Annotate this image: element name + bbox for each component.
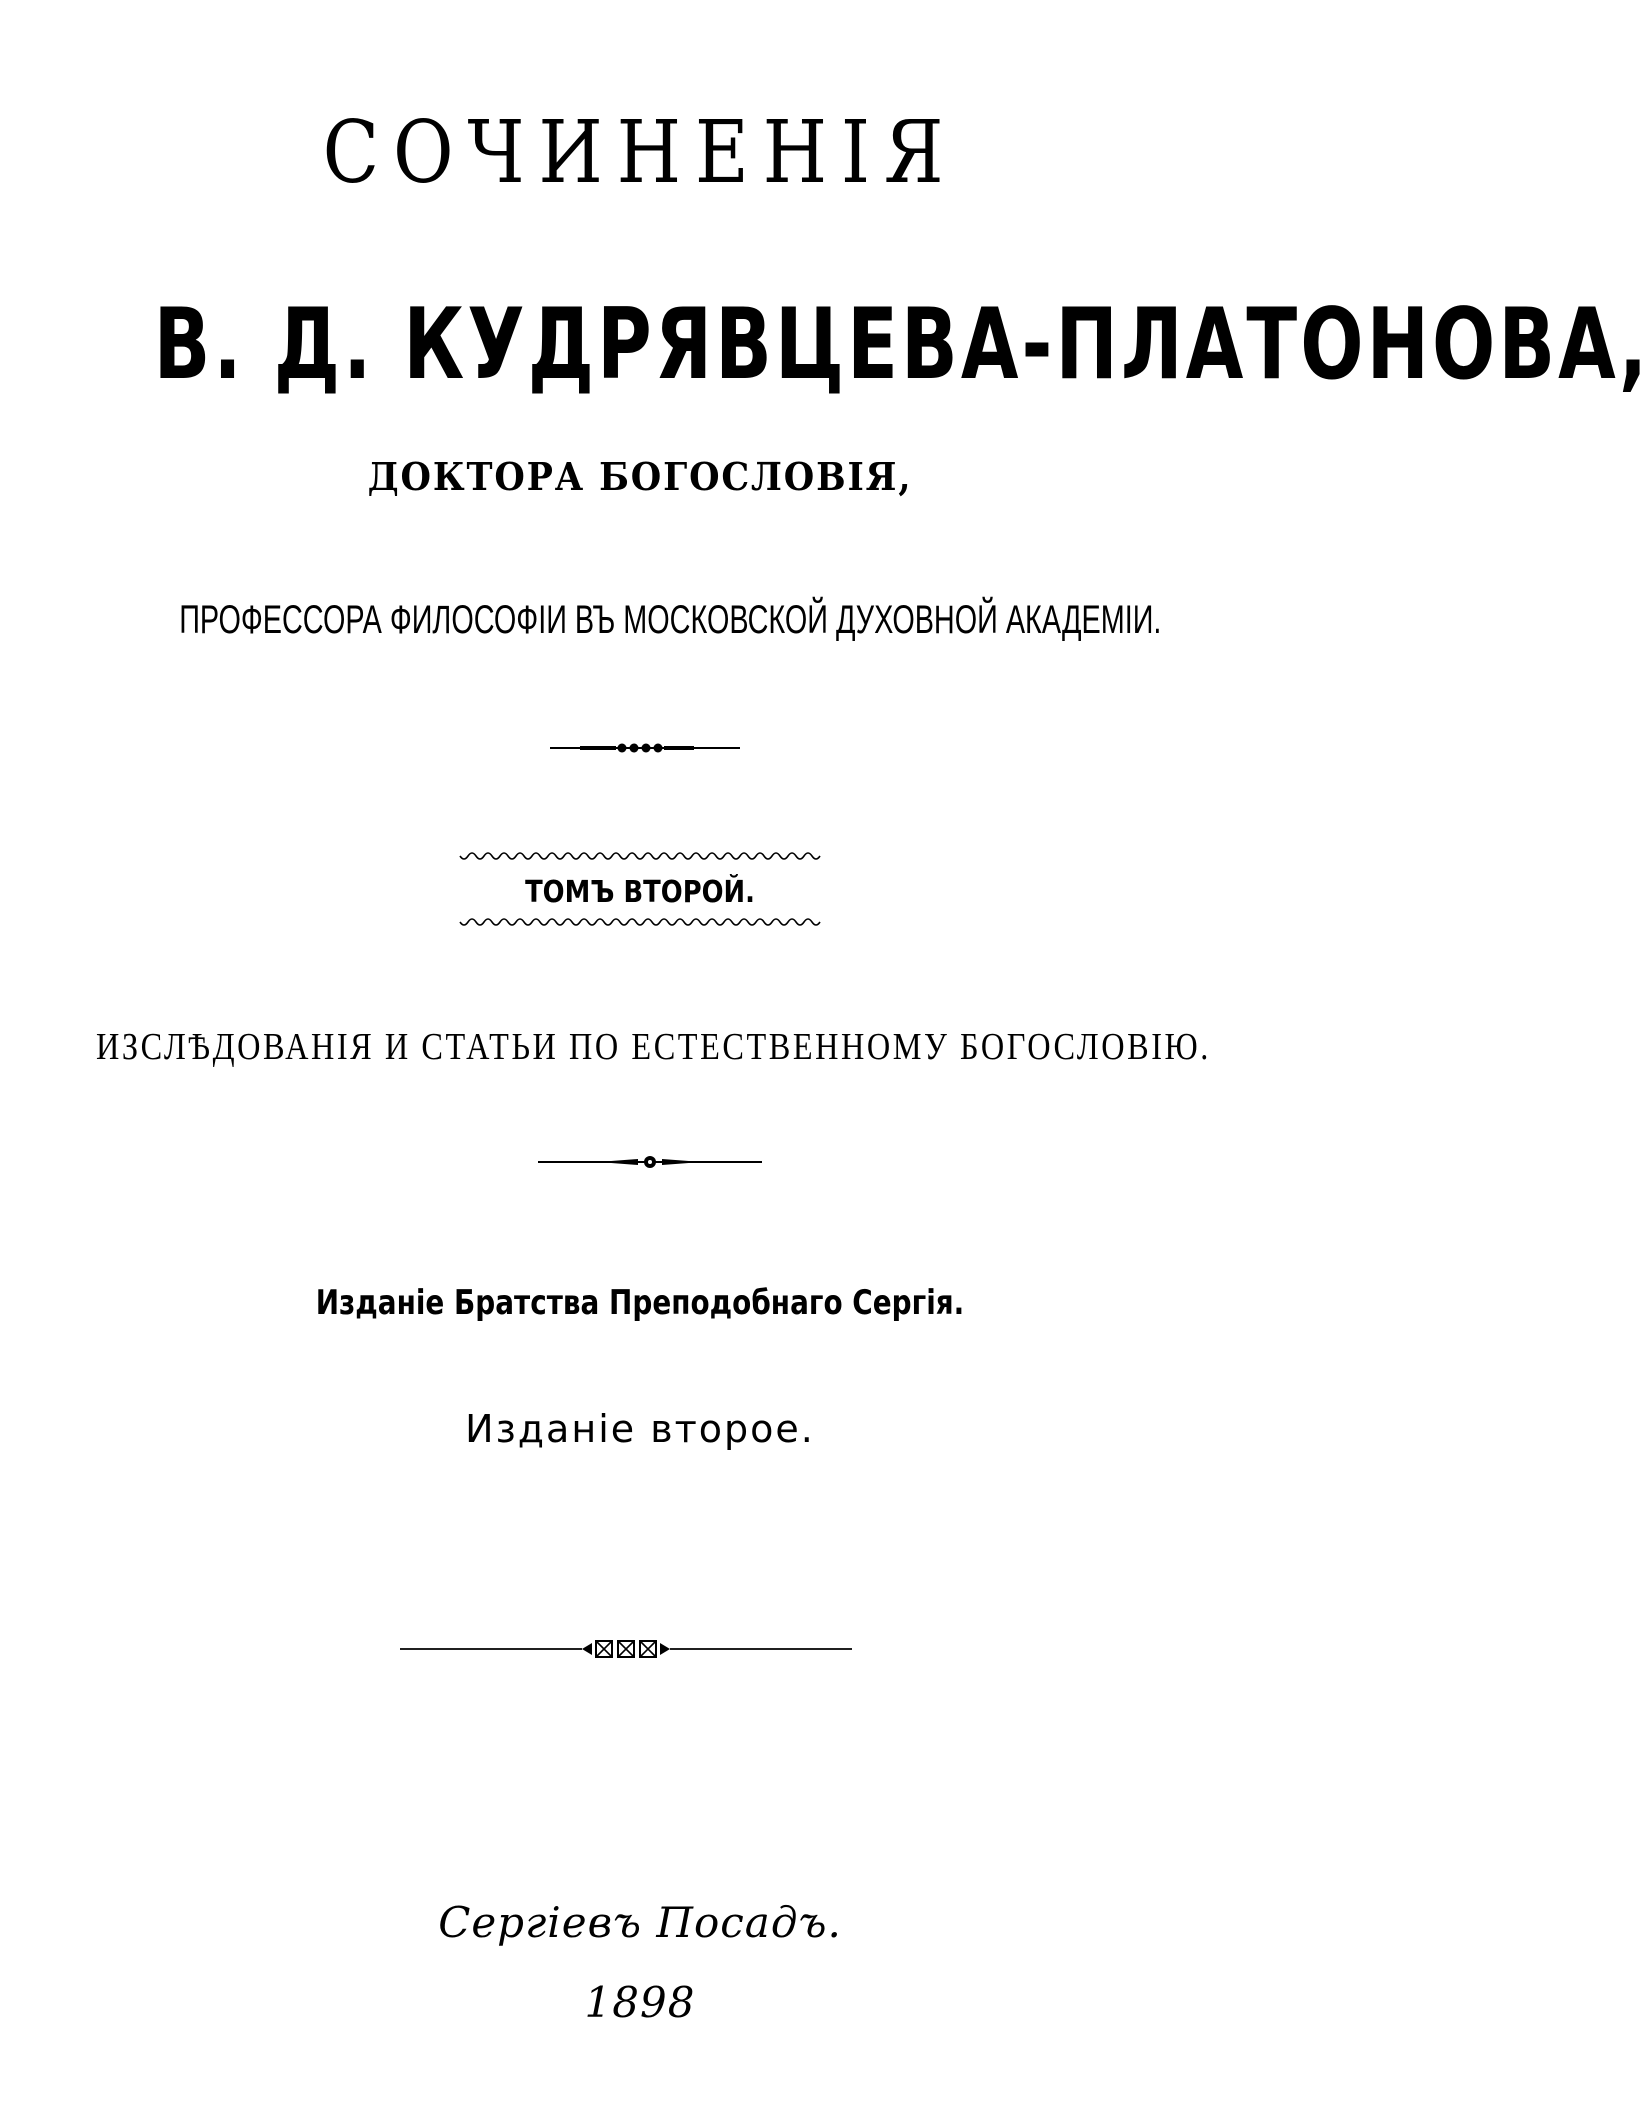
works-heading: СОЧИНЕНІЯ: [322, 103, 958, 203]
ornament-divider-dots: [550, 740, 740, 756]
imprint-year: 1898: [584, 1978, 696, 2027]
ornament-fleuron-rule: [400, 1638, 852, 1660]
volume-label: ТОМЪ ВТОРОЙ.: [525, 875, 755, 910]
ornament-divider-boss: [538, 1154, 762, 1170]
author-position: ПРОФЕССОРА ФИЛОСОФІИ ВЪ МОСКОВСКОЙ ДУХОВНОЙ АКАДЕМІИ.: [179, 598, 1162, 642]
volume-subtitle: ИЗСЛѢДОВАНІЯ И СТАТЬИ ПО ЕСТЕСТВЕННОМУ БОГОСЛОВІЮ.: [96, 1026, 1211, 1068]
imprint-place: Сергіевъ Посадъ.: [438, 1898, 842, 1947]
publisher-line: Изданіе Братства Преподобнаго Сергія.: [315, 1283, 965, 1323]
edition-line: Изданіе второе.: [465, 1407, 815, 1451]
author-degree: ДОКТОРА БОГОСЛОВІЯ,: [367, 454, 913, 499]
wavy-rule-bottom: [460, 918, 820, 930]
wavy-rule-top: [460, 852, 820, 864]
author-name: В. Д. КУДРЯВЦЕВА-ПЛАТОНОВА,: [153, 288, 1650, 402]
